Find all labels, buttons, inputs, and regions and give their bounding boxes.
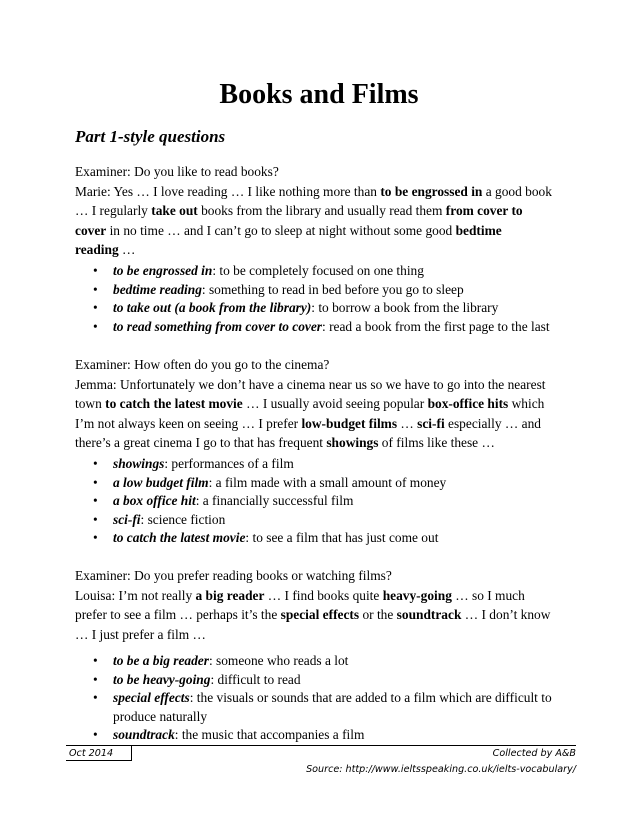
q1-paragraph [75, 162, 565, 260]
text-run: Examiner: Do you like to read books? [75, 164, 279, 179]
page-footer [66, 745, 576, 777]
text-run: : a film made with a small amount of money [208, 474, 447, 490]
text-run: … I find books quite [264, 587, 383, 603]
bullet-icon: • [93, 727, 98, 743]
emphasis-text: to catch the latest movie [113, 530, 246, 546]
bullet-icon: • [93, 456, 98, 471]
q2-paragraph [75, 355, 565, 453]
footer-date: Oct 2014 [66, 746, 132, 761]
emphasis-text: sci-fi [417, 415, 445, 431]
emphasis-text: a low budget film [113, 474, 209, 490]
definition-item [93, 492, 565, 511]
definition-item [93, 281, 565, 300]
answer-line [75, 375, 565, 395]
answer-line [75, 605, 565, 625]
text-run: … I usually avoid seeing popular [242, 396, 428, 411]
emphasis-text: to take out (a book from the library) [113, 300, 312, 316]
emphasis-text: special effects [113, 690, 190, 706]
emphasis-text: a box office hit [113, 493, 196, 509]
text-run: : a financially successful film [195, 493, 354, 509]
answer-line [75, 586, 565, 606]
answer-line [75, 201, 565, 221]
definition-item [93, 455, 565, 474]
definition-item [93, 262, 565, 281]
definition-item [93, 474, 565, 493]
text-run: Louisa: I’m not really [75, 587, 196, 603]
emphasis-text: bedtime reading [113, 281, 202, 297]
text-run: : the music that accompanies a film [174, 727, 365, 743]
answer-line [75, 240, 565, 260]
emphasis-text: reading [75, 242, 119, 257]
text-run: : read a book from the first page to the last [322, 318, 550, 334]
examiner-question [75, 355, 565, 375]
footer-top-row [66, 745, 576, 761]
text-run: Marie: Yes … I love reading … I like nothing more than [75, 183, 381, 199]
answer-line [75, 182, 565, 202]
bullet-icon: • [93, 530, 98, 546]
emphasis-text: special effects [280, 607, 360, 622]
bullet-icon: • [93, 281, 98, 297]
bullet-icon: • [93, 690, 98, 706]
emphasis-text: to catch the latest movie [105, 396, 243, 411]
text-run: especially … and [444, 415, 541, 431]
examiner-question [75, 566, 565, 586]
emphasis-text: low-budget films [301, 415, 398, 431]
text-run: … I just prefer a film … [75, 626, 206, 642]
bullet-icon: • [93, 300, 98, 316]
text-run: … I regularly [75, 203, 152, 218]
text-run: I’m not always keen on seeing … I prefer [75, 415, 302, 431]
definition-item [93, 652, 565, 671]
definition-item [93, 299, 565, 318]
answer-line [75, 625, 565, 645]
emphasis-text: to be heavy-going [113, 671, 211, 687]
emphasis-text: showings [113, 456, 165, 471]
text-run: prefer to see a film … perhaps it’s the [75, 607, 281, 622]
text-run: : someone who reads a lot [208, 653, 349, 668]
text-run: which [508, 396, 545, 411]
text-run: Jemma: Unfortunately we don’t have a cinema near us so we have to go into the nearest [75, 376, 546, 392]
text-run: … [397, 415, 418, 431]
section-subtitle: Part 1-style questions [75, 127, 226, 146]
text-run: in no time … and I can’t go to sleep at night without some good [106, 222, 456, 238]
text-run: books from the library and usually read them [197, 203, 446, 218]
text-run: a good book [482, 183, 552, 199]
bullet-icon: • [93, 318, 98, 334]
text-run: or the [359, 607, 397, 622]
footer-collected-by: Collected by A&B [492, 748, 576, 759]
emphasis-text: from cover to [445, 203, 523, 218]
emphasis-text: to be engrossed in [113, 263, 213, 278]
text-run: of films like these … [378, 435, 495, 450]
emphasis-text: to be engrossed in [380, 183, 483, 199]
text-run: town [75, 396, 106, 411]
q3-definitions-list [93, 652, 565, 745]
definition-item [93, 726, 565, 745]
bullet-icon: • [93, 511, 98, 527]
text-run: : to see a film that has just come out [245, 530, 439, 546]
bullet-icon: • [93, 474, 98, 490]
text-run: : difficult to read [210, 671, 301, 687]
bullet-icon: • [93, 653, 98, 668]
emphasis-text: soundtrack [113, 727, 175, 743]
text-run: : science fiction [140, 511, 226, 527]
text-run: : the visuals or sounds that are added to a film which are difficult to produce naturally [113, 690, 552, 724]
text-run: Examiner: Do you prefer reading books or watching films? [75, 568, 392, 583]
answer-line [75, 394, 565, 414]
emphasis-text: heavy-going [382, 587, 452, 603]
text-run: Examiner: How often do you go to the cinema? [75, 357, 330, 372]
emphasis-text: soundtrack [396, 607, 462, 622]
emphasis-text: take out [151, 203, 198, 218]
footer-source: Source: http://www.ieltsspeaking.co.uk/ielts-vocabulary/ [306, 764, 576, 775]
emphasis-text: cover [75, 222, 107, 238]
emphasis-text: to read something from cover to cover [113, 318, 323, 334]
text-run: … I don’t know [461, 607, 551, 622]
definition-item [93, 689, 565, 726]
bullet-icon: • [93, 671, 98, 687]
answer-line [75, 221, 565, 241]
definition-item [93, 529, 565, 548]
text-run: … so I much [451, 587, 525, 603]
q2-definitions-list [93, 455, 565, 548]
page-title: Books and Films [219, 79, 419, 110]
examiner-question [75, 162, 565, 182]
answer-line [75, 433, 565, 453]
text-run: : performances of a film [164, 456, 294, 471]
text-run: there’s a great cinema I go to that has frequent [75, 435, 327, 450]
emphasis-text: a big reader [195, 587, 265, 603]
emphasis-text: box-office hits [427, 396, 509, 411]
bullet-icon: • [93, 263, 98, 278]
text-run: … [118, 242, 136, 257]
emphasis-text: sci-fi [113, 511, 141, 527]
emphasis-text: bedtime [455, 222, 502, 238]
emphasis-text: showings [326, 435, 379, 450]
text-run: : something to read in bed before you go to sleep [201, 281, 464, 297]
text-run: : to be completely focused on one thing [212, 263, 424, 278]
text-run: : to borrow a book from the library [311, 300, 499, 316]
q1-definitions-list [93, 262, 565, 336]
emphasis-text: to be a big reader [113, 653, 209, 668]
q3-paragraph [75, 566, 565, 644]
bullet-icon: • [93, 493, 98, 509]
definition-item [93, 318, 565, 337]
answer-line [75, 414, 565, 434]
definition-item [93, 671, 565, 690]
definition-item [93, 511, 565, 530]
